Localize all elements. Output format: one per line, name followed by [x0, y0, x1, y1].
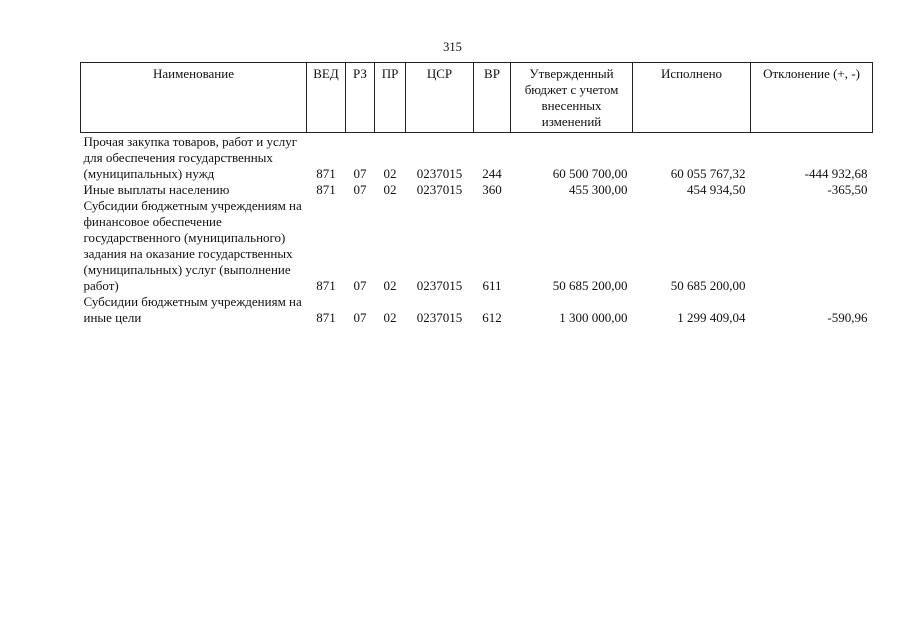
- row-ved: 871: [316, 182, 336, 197]
- header-ved: ВЕД: [307, 63, 346, 133]
- header-rz: РЗ: [346, 63, 375, 133]
- header-csr: ЦСР: [406, 63, 474, 133]
- row-vr: 612: [482, 310, 502, 325]
- header-vr: ВР: [474, 63, 511, 133]
- row-pr: 02: [383, 182, 397, 197]
- row-csr: 0237015: [416, 278, 463, 293]
- table-row: [81, 198, 873, 294]
- budget-table: [80, 62, 873, 326]
- table-row: [81, 182, 873, 198]
- row-name: Иные выплаты населению: [83, 182, 230, 197]
- row-vr: 611: [482, 278, 502, 293]
- row-approved: 60 500 700,00: [552, 166, 628, 181]
- row-ved: 871: [316, 166, 336, 181]
- row-ved: 871: [316, 310, 336, 325]
- row-rz: 07: [353, 166, 367, 181]
- row-name: Субсидии бюджетным учреждениям на финансовое обеспечение государственного (муниципального) задания на оказание государственных (муниципальных) услуг (выполнение работ): [83, 198, 302, 293]
- page-number: 315: [443, 40, 462, 54]
- row-rz: 07: [353, 278, 367, 293]
- row-approved: 50 685 200,00: [552, 278, 628, 293]
- table-header-row: [81, 63, 873, 133]
- row-executed: 1 299 409,04: [677, 310, 746, 325]
- row-vr: 360: [482, 182, 502, 197]
- row-csr: 0237015: [416, 166, 463, 181]
- header-approved: Утвержденный бюджет с учетом внесенных изменений: [511, 63, 633, 133]
- row-deviation: [751, 198, 873, 294]
- header-pr: ПР: [375, 63, 406, 133]
- row-executed: 50 685 200,00: [670, 278, 746, 293]
- row-executed: 60 055 767,32: [670, 166, 746, 181]
- row-pr: 02: [383, 278, 397, 293]
- row-deviation: -444 932,68: [804, 166, 868, 181]
- row-name: Прочая закупка товаров, работ и услуг для обеспечения государственных (муниципальных) нужд: [83, 134, 298, 181]
- row-approved: 455 300,00: [569, 182, 628, 197]
- header-name: Наименование: [81, 63, 307, 133]
- row-executed: 454 934,50: [687, 182, 746, 197]
- row-deviation: -365,50: [827, 182, 868, 197]
- row-approved: 1 300 000,00: [559, 310, 628, 325]
- row-pr: 02: [383, 166, 397, 181]
- header-executed: Исполнено: [633, 63, 751, 133]
- row-vr: 244: [482, 166, 502, 181]
- row-rz: 07: [353, 182, 367, 197]
- row-rz: 07: [353, 310, 367, 325]
- table-row: [81, 133, 873, 183]
- row-name: Субсидии бюджетным учреждениям на иные цели: [83, 294, 302, 325]
- row-deviation: -590,96: [827, 310, 868, 325]
- row-pr: 02: [383, 310, 397, 325]
- header-deviation: Отклонение (+, -): [751, 63, 873, 133]
- row-ved: 871: [316, 278, 336, 293]
- row-csr: 0237015: [416, 310, 463, 325]
- table-row: [81, 294, 873, 326]
- row-csr: 0237015: [416, 182, 463, 197]
